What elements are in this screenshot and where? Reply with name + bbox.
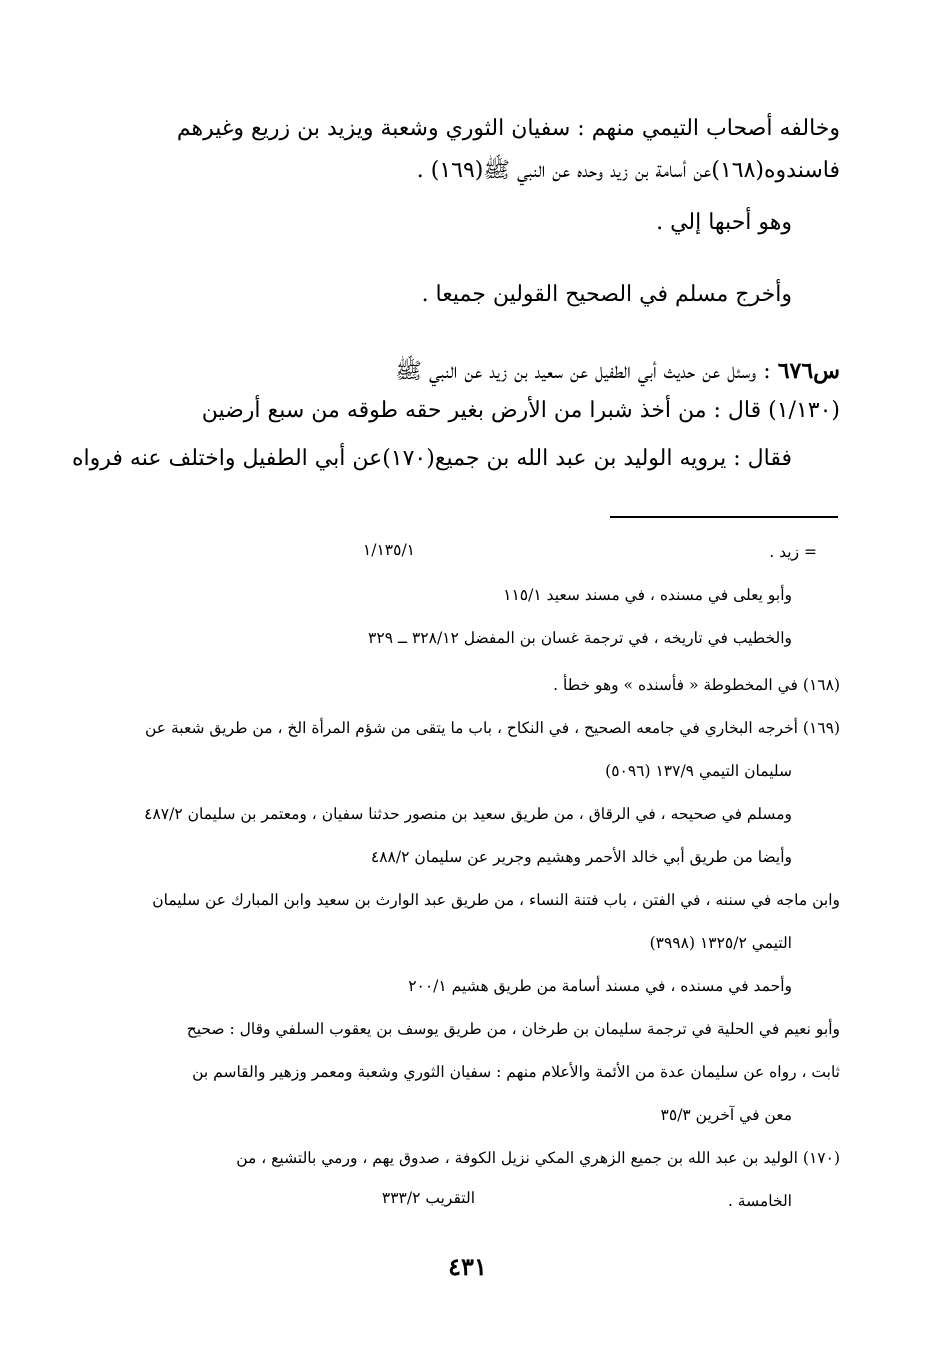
taqrib-ref: التقريب ٣٣٣/٢ <box>381 1189 475 1207</box>
footnote-line: وأيضا من طريق أبي خالد الأحمر وهشيم وجرير عن سليمان ٤٨٨/٢ <box>370 848 792 866</box>
question-hadith: قال : من أخذ شبرا من الأرض بغير حقه طوقه من سبع أرضين <box>201 398 762 423</box>
footnote-line: وأبو يعلى في مسنده ، في مسند سعيد ١١٥/١ <box>503 586 792 604</box>
footnote-line: الخامسة . <box>727 1192 792 1210</box>
main-line-1: وخالفه أصحاب التيمي منهم : سفيان الثوري وشعبة ويزيد بن زريع وغيرهم <box>176 116 840 141</box>
footnote-line: وأبو نعيم في الحلية في ترجمة سليمان بن طرخان ، من طريق يوسف بن يعقوب السلفي وقال : صحيح <box>186 1020 840 1038</box>
footnote-170: (١٧٠) الوليد بن عبد الله بن جميع الزهري المكي نزيل الكوفة ، صدوق يهم ، ورمي بالتشيع ، من <box>236 1149 840 1167</box>
footnote-continuation: = زيد . <box>769 543 817 561</box>
footnote-line: التيمي ١٣٢٥/٢ (٣٩٩٨) <box>649 934 792 952</box>
question-line-2 <box>202 396 840 426</box>
main-line-4: وأخرج مسلم في الصحيح القولين جميعا . <box>421 282 792 307</box>
footnote-line: ثابت ، رواه عن سليمان عدة من الأئمة والأعلام منهم : سفيان الثوري وشعبة ومعمر وزهير والقاسم بن <box>192 1063 840 1081</box>
question-text: : وسئل عن حديث أبي الطفيل عن سعيد بن زيد عن النبي ﷺ <box>395 359 771 384</box>
footnote-separator <box>610 516 838 518</box>
footnote-continuation-ref: ١/١٣٥/١ <box>362 541 415 559</box>
footnote-line: معن في آخرين ٣٥/٣ <box>660 1106 792 1124</box>
footnote-line: وابن ماجه في سننه ، في الفتن ، باب فتنة النساء ، من طريق عبد الوارث بن سعيد وابن المبارك عن سليمان <box>152 891 840 909</box>
main-line-2: فاسندوه(١٦٨)عن أسامة بن زيد وحده عن النبي ﷺ(١٦٩) . <box>416 158 840 183</box>
footnote-169: (١٦٩) أخرجه البخاري في جامعه الصحيح ، في النكاح ، باب ما يتقى من شؤم المرأة الخ ، من طريق شعبة عن <box>145 719 840 737</box>
footnote-line: ومسلم في صحيحه ، في الرقاق ، من طريق سعيد بن منصور حدثنا سفيان ، ومعتمر بن سليمان ٤٨٧/٢ <box>144 805 792 823</box>
main-line-3: وهو أحبها إلي . <box>656 210 792 235</box>
footnote-168: (١٦٨) في المخطوطة « فأسنده » وهو خطأ . <box>553 676 840 694</box>
footnote-line: سليمان التيمي ١٣٧/٩ (٥٠٩٦) <box>605 762 792 780</box>
page-number: ٤٣١ <box>448 1252 487 1281</box>
question-ref: (١/١٣٠) <box>768 398 840 423</box>
answer-line: فقال : يرويه الوليد بن عبد الله بن جميع(١٧٠)عن أبي الطفيل واختلف عنه فرواه <box>71 446 792 471</box>
footnote-line: والخطيب في تاريخه ، في ترجمة غسان بن المفضل ٣٢٨/١٢ ــ ٣٢٩ <box>368 629 792 647</box>
question-number: س٦٧٦ <box>777 358 840 384</box>
question-line-1 <box>395 356 840 387</box>
footnote-line: وأحمد في مسنده ، في مسند أسامة من طريق هشيم ٢٠٠/١ <box>408 977 792 995</box>
